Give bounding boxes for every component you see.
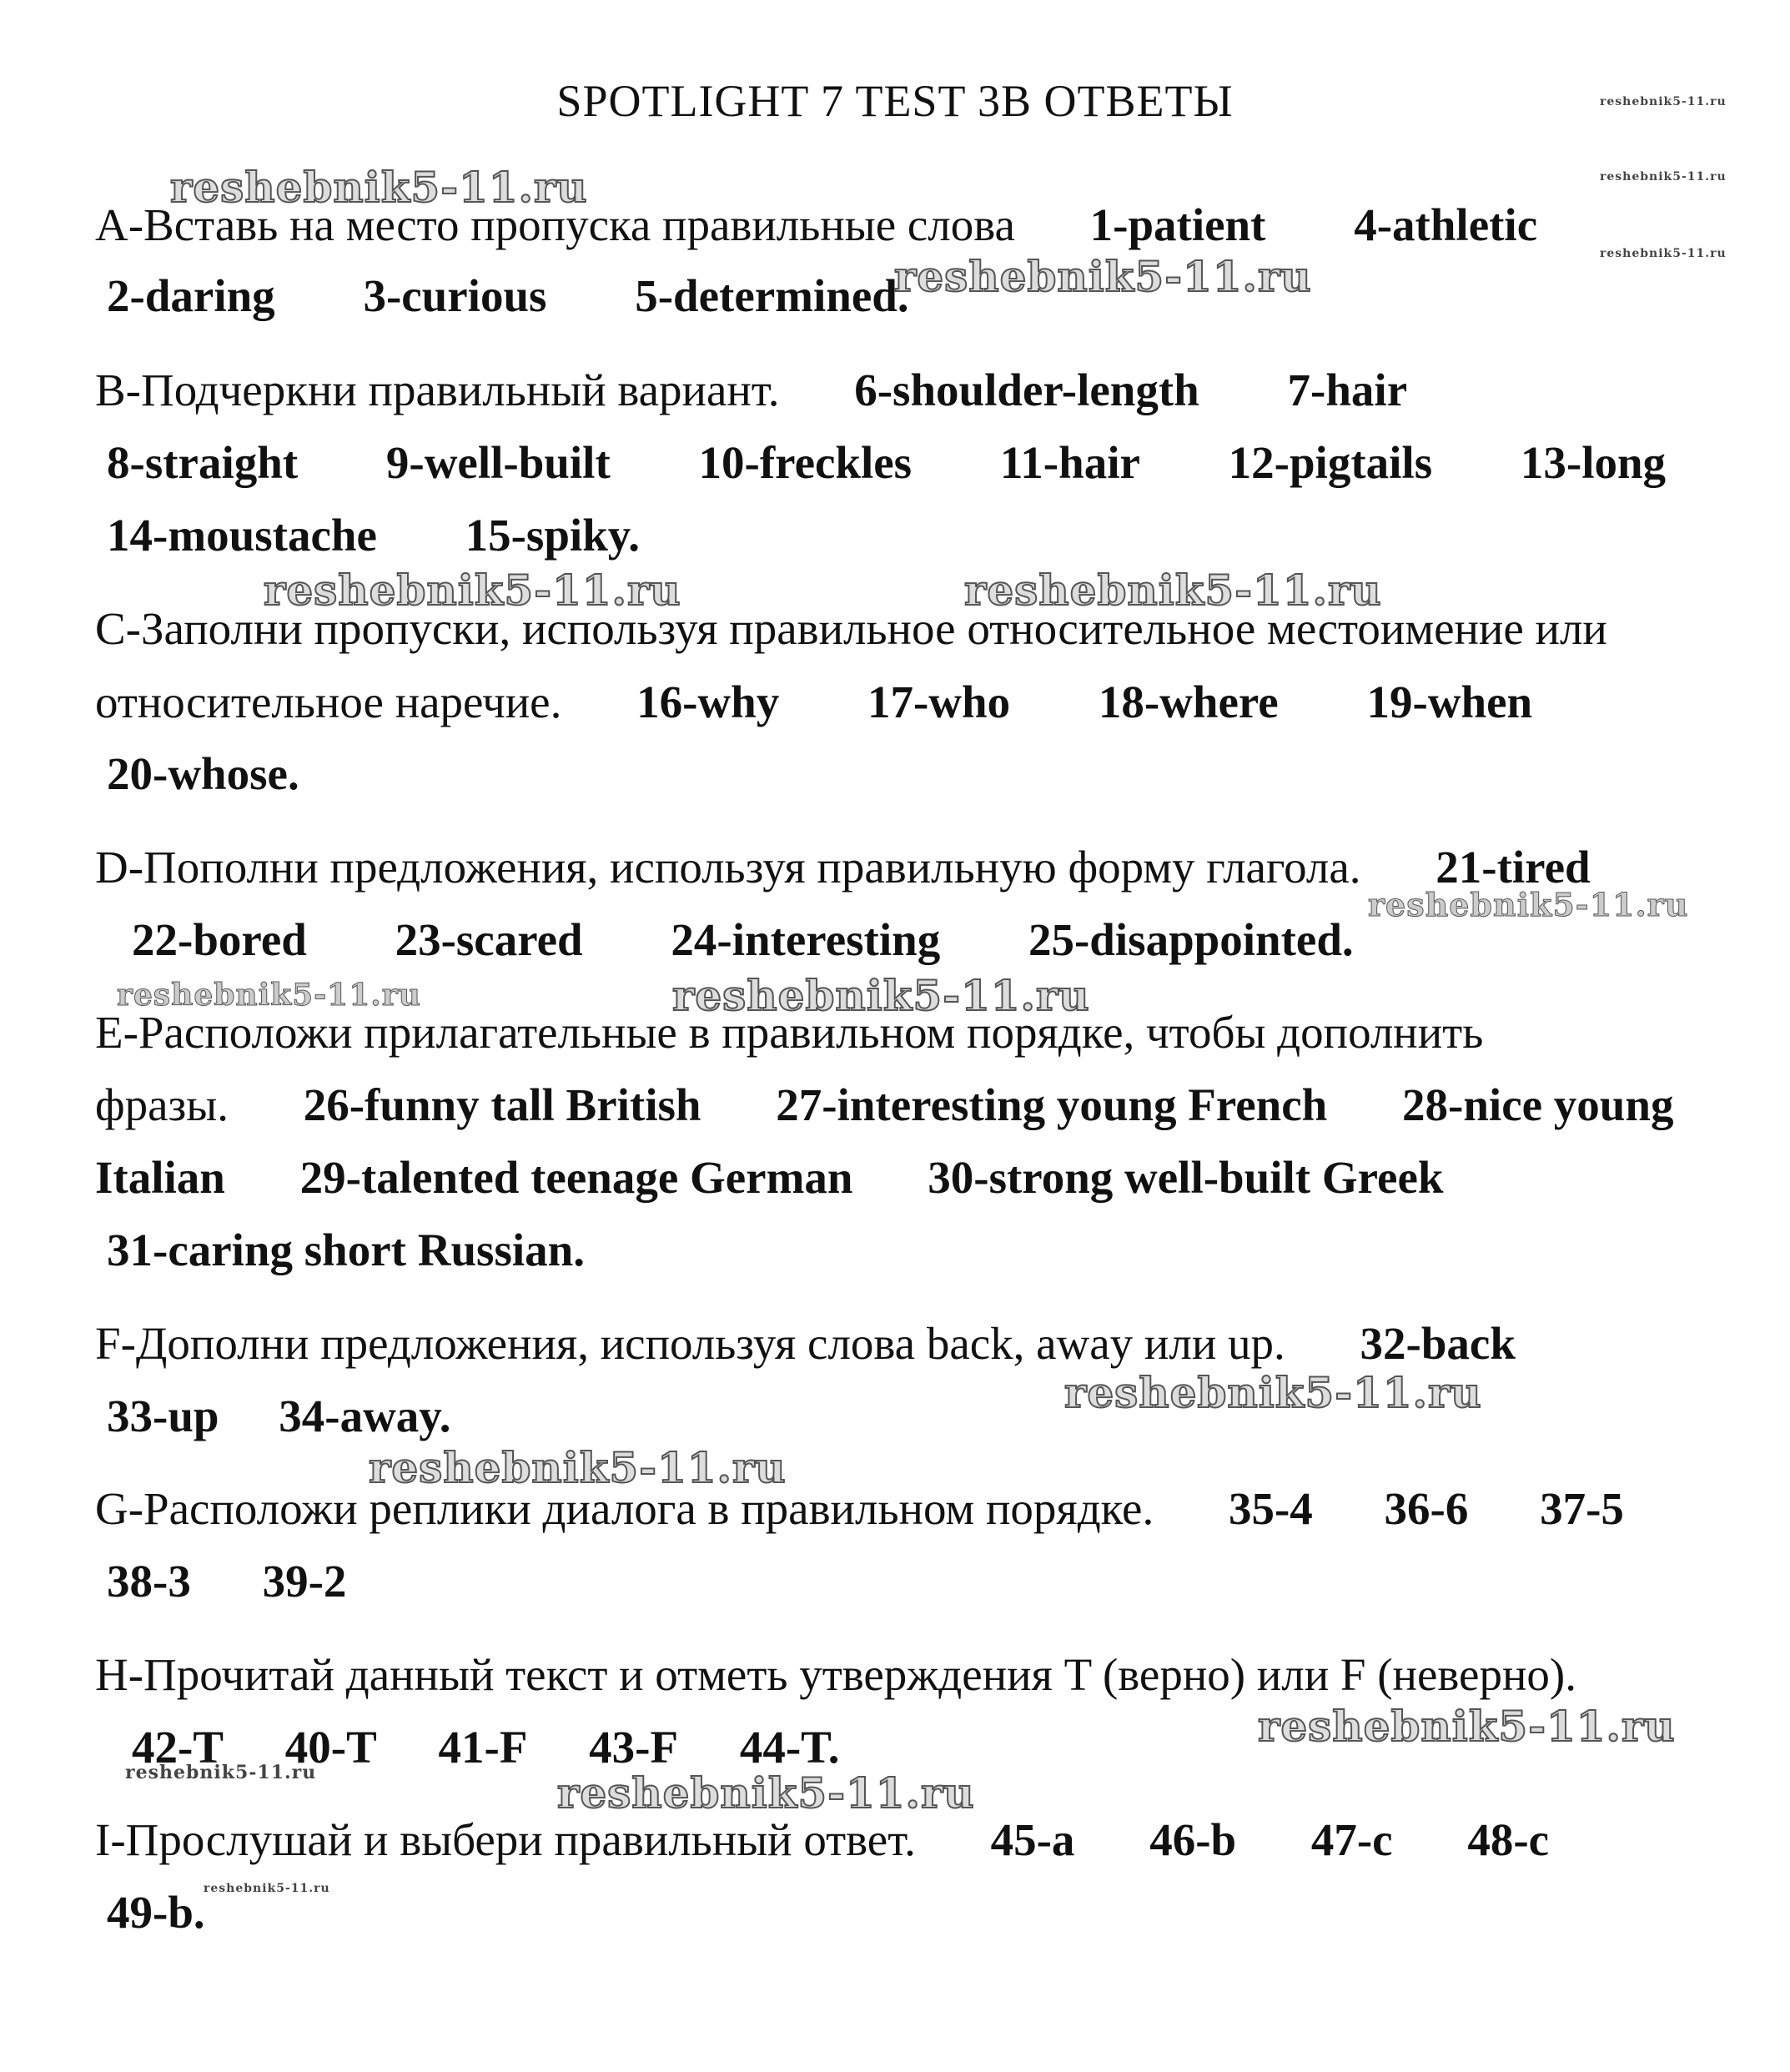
answer: 22-bored <box>132 914 307 965</box>
answer: 41-F <box>438 1722 528 1773</box>
answer: 31-caring short Russian. <box>107 1225 585 1275</box>
section-c-instruction: C-Заполни пропуски, используя правильное относительное местоимение или <box>95 603 1607 654</box>
section-i-instruction: I-Прослушай и выбери правильный ответ. <box>95 1814 916 1865</box>
answer: 36-6 <box>1384 1483 1469 1534</box>
section-b-line-1 <box>95 365 1407 416</box>
section-e-line-4 <box>107 1225 585 1276</box>
answer: 6-shoulder-length <box>854 365 1199 415</box>
page-title: SPOTLIGHT 7 TEST 3В ОТВЕТЫ <box>556 76 1234 126</box>
answer: 9-well-built <box>385 437 611 488</box>
answer: 17-who <box>867 676 1011 727</box>
answer: 34-away. <box>279 1391 451 1441</box>
answer: 7-hair <box>1287 365 1408 415</box>
watermark-logo: reshebnik5-11.ru <box>117 978 421 1013</box>
answer: 24-interesting <box>671 914 941 965</box>
watermark-logo: reshebnik5-11.ru <box>1600 247 1727 260</box>
answer: 35-4 <box>1228 1483 1313 1534</box>
section-h-instruction: H-Прочитай данный текст и отметь утверждения T (верно) или F (неверно). <box>95 1649 1576 1700</box>
watermark-logo: reshebnik5-11.ru <box>1064 1368 1482 1417</box>
section-e-instruction: E-Расположи прилагательные в правильном порядке, чтобы дополнить <box>95 1007 1484 1058</box>
answer: 46-b <box>1149 1814 1237 1865</box>
answer: 38-3 <box>107 1556 191 1607</box>
watermark-logo: reshebnik5-11.ru <box>894 252 1312 301</box>
section-f-instruction: F-Дополни предложения, используя слова back, away или up. <box>95 1318 1285 1369</box>
section-g-instruction: G-Расположи реплики диалога в правильном порядке. <box>95 1483 1154 1534</box>
section-a-line-2 <box>107 271 909 322</box>
answer: 37-5 <box>1540 1483 1624 1534</box>
answer: 11-hair <box>999 437 1140 488</box>
section-e-instruction-continued: фразы. <box>95 1079 229 1130</box>
answer: 12-pigtails <box>1228 437 1433 488</box>
answer: 18-where <box>1098 676 1279 727</box>
section-c-line-3 <box>107 749 299 800</box>
section-e-line-2 <box>95 1080 1673 1131</box>
answer: 20-whose. <box>107 748 299 799</box>
section-g-line-2 <box>107 1557 346 1607</box>
watermark-logo: reshebnik5-11.ru <box>369 1443 787 1492</box>
section-e-line-3 <box>95 1153 1443 1204</box>
answer: 8-straight <box>107 437 299 488</box>
section-d-instruction: D-Пополни предложения, используя правильную форму глагола. <box>95 842 1361 893</box>
section-i-line-2 <box>107 1888 205 1939</box>
answer: 49-b. <box>107 1887 205 1938</box>
answer: 15-spiky. <box>465 510 641 561</box>
answer: 33-up <box>107 1391 219 1441</box>
answer: 26-funny tall British <box>303 1079 701 1130</box>
watermark-logo: reshebnik5-11.ru <box>964 566 1382 615</box>
section-b-instruction: B-Подчеркни правильный вариант. <box>95 365 780 415</box>
answer: 19-when <box>1366 676 1533 727</box>
answer: 48-c <box>1467 1814 1550 1865</box>
answer: 13-long <box>1520 437 1667 488</box>
section-f-line-2 <box>107 1391 451 1442</box>
answer: 45-a <box>990 1814 1075 1865</box>
answer: 30-strong well-built Greek <box>928 1152 1444 1203</box>
section-d-line-2 <box>132 915 1354 966</box>
answer: 32-back <box>1360 1318 1516 1369</box>
answer: 4-athletic <box>1354 199 1538 250</box>
section-a-instruction: A-Вставь на место пропуска правильные слова <box>95 199 1015 250</box>
answer: 5-determined. <box>635 270 909 321</box>
section-c-line-2 <box>95 677 1532 728</box>
answer: 3-curious <box>363 270 547 321</box>
answer: 28-nice young <box>1402 1079 1674 1130</box>
answer: 14-moustache <box>107 510 377 561</box>
watermark-logo: reshebnik5-11.ru <box>125 1762 317 1783</box>
section-b-line-2 <box>107 438 1666 489</box>
section-c-instruction-continued: относительное наречие. <box>95 676 562 727</box>
watermark-logo: reshebnik5-11.ru <box>1368 886 1689 923</box>
answer: 23-scared <box>395 914 583 965</box>
answer: 39-2 <box>262 1556 347 1607</box>
answer: 44-T. <box>739 1722 840 1773</box>
watermark-logo: reshebnik5-11.ru <box>1258 1702 1676 1751</box>
answer: 40-T <box>284 1722 377 1773</box>
answer: 21-tired <box>1436 842 1591 893</box>
answer: 27-interesting young French <box>776 1079 1328 1130</box>
answer: 1-patient <box>1089 199 1266 250</box>
section-i-line-1 <box>95 1815 1549 1866</box>
answer: 47-c <box>1310 1814 1393 1865</box>
watermark-logo: reshebnik5-11.ru <box>204 1882 330 1895</box>
watermark-logo: reshebnik5-11.ru <box>1600 95 1727 108</box>
answer: 10-freckles <box>698 437 913 488</box>
answer: 43-F <box>589 1722 679 1773</box>
section-b-line-3 <box>107 510 640 561</box>
answer: 16-why <box>636 676 780 727</box>
watermark-logo: reshebnik5-11.ru <box>1600 170 1727 184</box>
section-f-line-1 <box>95 1319 1516 1370</box>
answer: 25-disappointed. <box>1028 914 1354 965</box>
answer: Italian <box>95 1152 225 1203</box>
watermark-logo: reshebnik5-11.ru <box>264 566 681 615</box>
section-h-line-1 <box>95 1650 1576 1701</box>
section-d-line-1 <box>95 842 1591 893</box>
watermark-logo: reshebnik5-11.ru <box>557 1768 975 1818</box>
watermark-logo: reshebnik5-11.ru <box>170 163 588 212</box>
answer: 2-daring <box>107 270 275 321</box>
watermark-logo: reshebnik5-11.ru <box>672 971 1090 1020</box>
answer: 42-T <box>132 1722 224 1773</box>
answer: 29-talented teenage German <box>299 1152 853 1203</box>
section-g-line-1 <box>95 1484 1624 1535</box>
